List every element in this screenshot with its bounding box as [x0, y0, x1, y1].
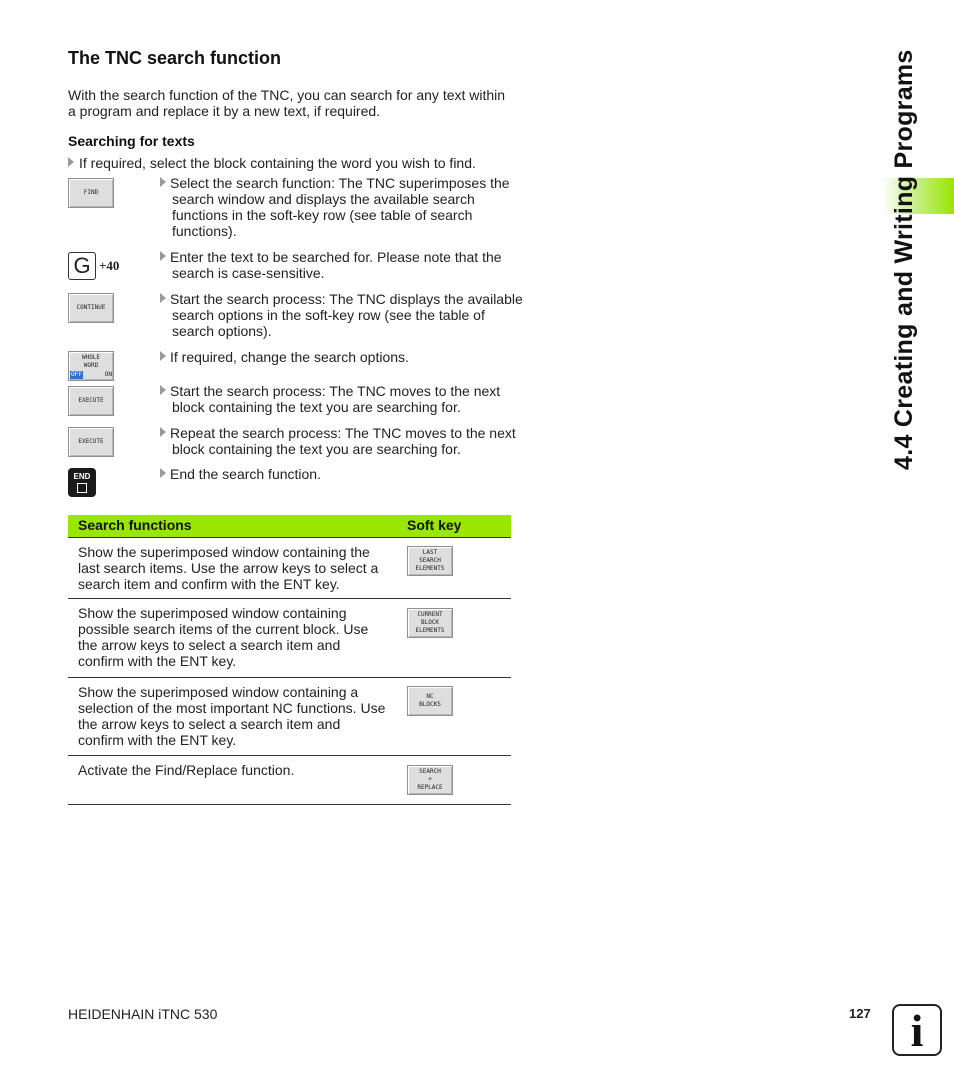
step-text: Start the search process: The TNC moves to the next block containing the text you are searching for.: [170, 383, 501, 415]
arrow-right-icon: [160, 468, 166, 478]
arrow-right-icon: [68, 157, 74, 167]
continue-softkey[interactable]: [68, 293, 114, 323]
execute-softkey-label: EXECUTE: [78, 397, 104, 404]
softkey-line: SEARCH: [419, 557, 441, 564]
table-header-softkey: Soft key: [407, 517, 462, 533]
end-key-icon[interactable]: [68, 468, 96, 497]
table-row: [68, 599, 511, 678]
softkey-line: REPLACE: [417, 784, 443, 791]
page-number: 127: [849, 1006, 871, 1021]
softkey-line: ELEMENTS: [415, 627, 445, 634]
whole-word-line2: WORD: [83, 361, 99, 369]
g-key-icon[interactable]: [68, 252, 96, 280]
pre-step-text: If required, select the block containing the word you wish to find.: [79, 155, 476, 171]
softkey-line: CURRENT: [417, 611, 443, 618]
g-key-suffix: +40: [99, 258, 120, 273]
last-search-elements-softkey[interactable]: [407, 546, 453, 576]
step-change-options: [160, 349, 524, 365]
table-row: [68, 756, 511, 805]
softkey-line: LAST: [422, 549, 438, 556]
whole-word-softkey[interactable]: [68, 351, 114, 381]
step-text: If required, change the search options.: [170, 349, 409, 365]
softkey-line: ELEMENTS: [415, 565, 445, 572]
step-text: Repeat the search process: The TNC moves to the next block containing the text you are searching for.: [170, 425, 516, 457]
arrow-right-icon: [160, 351, 166, 361]
intro-paragraph: With the search function of the TNC, you can search for any text within a program and replace it by a new text, if required.: [68, 87, 506, 119]
footer-product: HEIDENHAIN iTNC 530: [68, 1006, 218, 1022]
step-select-search: [160, 175, 524, 239]
step-text: Start the search process: The TNC displays the available search options in the soft-key row (see the table of search options).: [170, 291, 523, 339]
softkey-line: NC: [426, 693, 434, 700]
end-key-label: END: [73, 472, 91, 481]
search-replace-softkey[interactable]: [407, 765, 453, 795]
step-text: Enter the text to be searched for. Please note that the search is case-sensitive.: [170, 249, 502, 281]
find-softkey[interactable]: [68, 178, 114, 208]
nc-blocks-softkey[interactable]: [407, 686, 453, 716]
execute-softkey[interactable]: [68, 386, 114, 416]
arrow-right-icon: [160, 427, 166, 437]
chapter-title: 4.4 Creating and Writing Programs: [890, 49, 918, 470]
page-title: The TNC search function: [68, 48, 282, 68]
search-functions-table: [68, 515, 511, 805]
softkey-line: SEARCH: [419, 768, 441, 775]
current-block-elements-softkey[interactable]: [407, 608, 453, 638]
toggle-off: OFF: [71, 370, 82, 378]
step-execute: [160, 383, 524, 415]
continue-softkey-label: CONTINUE: [76, 304, 106, 311]
step-start-search: [160, 291, 524, 339]
whole-word-line1: WHOLE: [81, 353, 101, 361]
table-row-text: Show the superimposed window containing possible search items of the current block. Use the arrow keys to select a search item and confirm with the ENT key.: [78, 605, 369, 669]
step-repeat: [160, 425, 524, 457]
softkey-line: BLOCKS: [419, 701, 441, 708]
arrow-right-icon: [160, 251, 166, 261]
g-key-label: G: [73, 253, 91, 278]
step-text: Select the search function: The TNC superimposes the search window and displays the available search functions in the soft-key row (see table of search functions).: [170, 175, 510, 239]
table-row-text: Activate the Find/Replace function.: [78, 762, 295, 778]
table-header: [68, 515, 511, 538]
whole-word-toggle: [70, 371, 112, 379]
table-row: [68, 538, 511, 599]
step-text: End the search function.: [170, 466, 321, 482]
arrow-right-icon: [160, 385, 166, 395]
arrow-right-icon: [160, 177, 166, 187]
step-end: [160, 466, 524, 482]
softkey-line: BLOCK: [420, 619, 440, 626]
step-enter-text: [160, 249, 524, 281]
info-icon: i: [892, 1004, 942, 1056]
table-row-text: Show the superimposed window containing a selection of the most important NC functions. Use the arrow keys to select a search item and confirm with the ENT key.: [78, 684, 386, 748]
execute-softkey-repeat[interactable]: [68, 427, 114, 457]
execute-softkey-label: EXECUTE: [78, 438, 104, 445]
find-softkey-label: FIND: [83, 189, 99, 196]
arrow-right-icon: [160, 293, 166, 303]
softkey-line: +: [428, 776, 432, 783]
toggle-on: ON: [104, 370, 112, 378]
table-row-text: Show the superimposed window containing the last search items. Use the arrow keys to select a search item and confirm with the ENT key.: [78, 544, 379, 592]
table-row: [68, 678, 511, 756]
pre-step: [68, 155, 513, 171]
table-header-functions: Search functions: [78, 517, 192, 533]
section-subheading: Searching for texts: [68, 133, 195, 149]
square-icon: [77, 483, 87, 493]
